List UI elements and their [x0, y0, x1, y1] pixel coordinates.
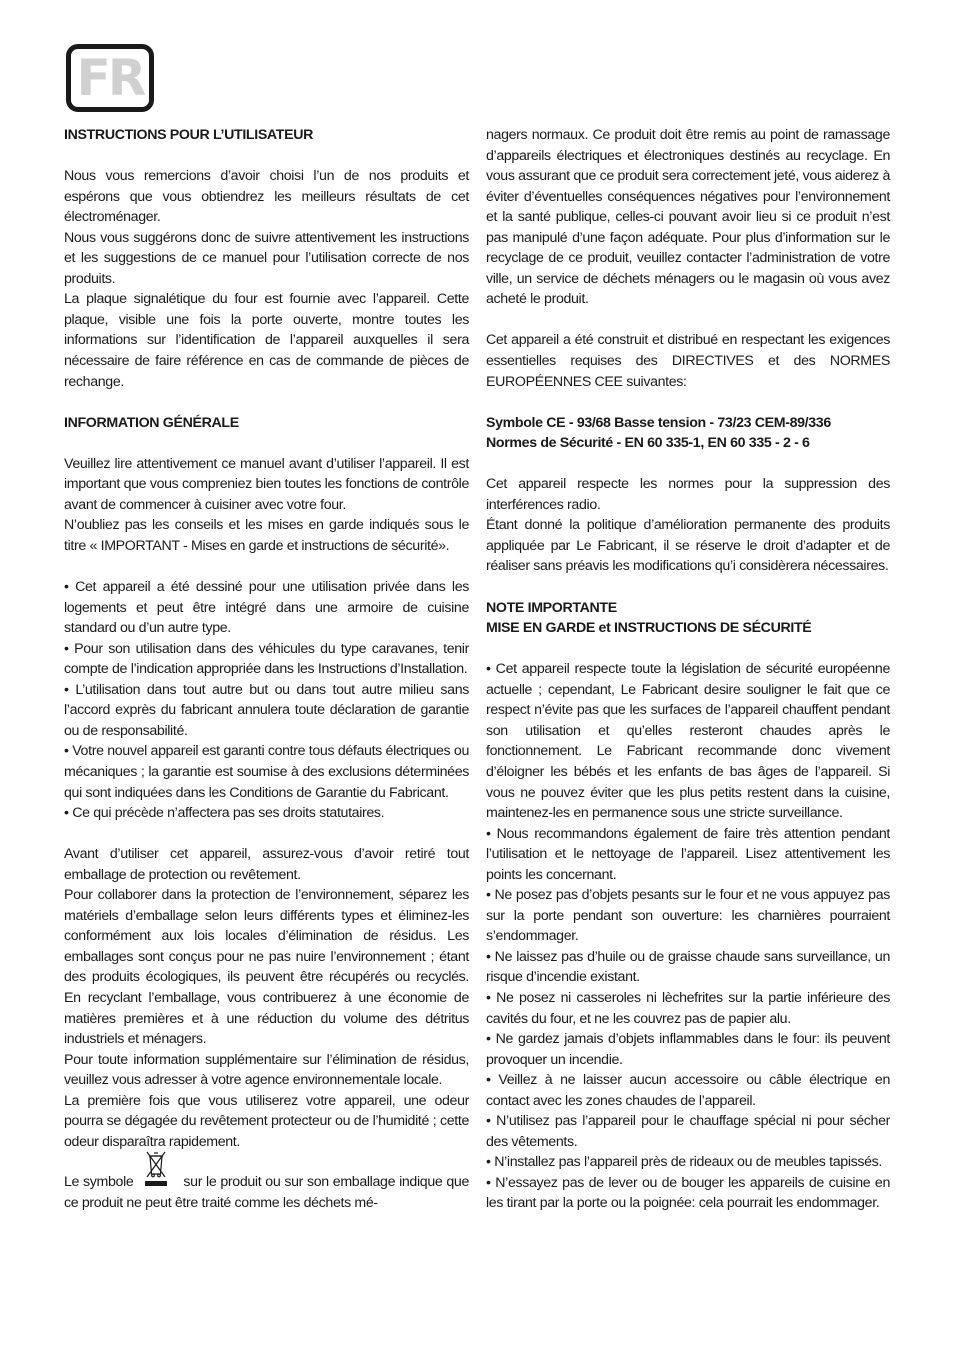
left-column: [64, 125, 469, 1213]
bullet-item: • L’utilisation dans tout autre but ou dans tout autre milieu sans l’accord exprès du fabricant annulera toute déclaration de garantie ou de responsabilité.: [64, 681, 469, 739]
safety-bullet: • Cet appareil respecte toute la législation de sécurité européenne actuelle ; cependant, Le Fabricant desire souligner le fait que ce respect n’évite pas que les surfaces de l’appareil chauffent pendant son utilisation et qu’elles resteront chaudes après le fonctionnement. Le Fabricant recommande donc vivement d’éloigner les bébés et les enfants de bas âges de l’appareil. Si vous ne pouvez éviter que les plus petits restent dans la cuisine, maintenez-les en permanence sous une stricte surveillance.: [486, 661, 890, 822]
radio-paragraph: Cet appareil respecte les normes pour la suppression des interférences radio.: [486, 476, 890, 513]
intro-paragraph: Nous vous remercions d’avoir choisi l’un de nos produits et espérons que vous obtiendrez les meilleurs résultats de cet électroménager.: [64, 168, 469, 226]
symbol-text-after: sur le produit ou sur son emballage indique que ce produit ne peut être traité comme les déchets mé-: [64, 1174, 469, 1211]
crossed-out-wheelie-bin-icon: [141, 1166, 171, 1188]
heading-important-note: NOTE IMPORTANTE: [486, 599, 617, 616]
heading-safety-instructions: MISE EN GARDE et INSTRUCTIONS DE SÉCURITÉ: [486, 620, 812, 637]
language-badge: [66, 44, 154, 112]
safety-bullet: • Ne posez pas d’objets pesants sur le four et ne vous appuyez pas sur la porte pendant son ouverture: les charnières pourraient s’endommager.: [486, 887, 890, 945]
safety-bullet: • Ne posez ni casseroles ni lèchefrites sur la partie inférieure des cavités du four, et ne les couvrez pas de papier alu.: [486, 989, 890, 1027]
right-column: [486, 125, 890, 1214]
safety-bullet: • N’utilisez pas l’appareil pour le chauffage spécial ni pour sécher des vêtements.: [486, 1113, 890, 1150]
ce-symbol-line: Symbole CE - 93/68 Basse tension - 73/23 CEM-89/336: [486, 414, 831, 431]
safety-bullet: • Ne laissez pas d’huile ou de graisse chaude sans surveillance, un risque d’incendie existant.: [486, 948, 890, 986]
intro-paragraph: Nous vous suggérons donc de suivre attentivement les instructions et les suggestions de ce manuel pour l’utilisation correcte de nos produits.: [64, 229, 469, 287]
heading-general-information: INFORMATION GÉNÉRALE: [64, 414, 239, 431]
safety-bullet: • N’installez pas l’appareil près de rideaux ou de meubles tapissés.: [486, 1154, 882, 1171]
bullet-item: • Pour son utilisation dans des véhicules du type caravanes, tenir compte de l’indication appropriée dans les Instructions d’Installation.: [64, 640, 469, 678]
general-paragraph: N’oubliez pas les conseils et les mises en garde indiqués sous le titre « IMPORTANT - Mises en garde et instructions de sécurité».: [64, 517, 469, 554]
bullet-item: • Cet appareil a été dessiné pour une utilisation privée dans les logements et peut être intégré dans une armoire de cuisine standard ou d’un autre type.: [64, 579, 469, 637]
safety-bullet: • Nous recommandons également de faire très attention pendant l’utilisation et le nettoyage de l’appareil. Lisez attentivement les points les concernant.: [486, 825, 890, 883]
packaging-paragraph: Avant d’utiliser cet appareil, assurez-vous d’avoir retiré tout emballage de protection ou revêtement.: [64, 846, 469, 883]
intro-paragraph: La plaque signalétique du four est fournie avec l’appareil. Cette plaque, visible une fois la porte ouverte, montre toutes les informations sur l’identification de l’appareil auxquelles il sera nécessaire de faire référence en cas de commande de pièces de rechange.: [64, 291, 469, 390]
radio-paragraph: Étant donné la politique d’amélioration permanente des produits appliquée par Le Fabricant, il se réserve le droit d’adapter et de réaliser sans préavis les modifications qu’i considèrera nécessaires.: [486, 517, 890, 575]
recycling-paragraph: nagers normaux. Ce produit doit être remis au point de ramassage d’appareils électriques et électroniques destinés au recyclage. En vous assurant que ce produit sera correctement jeté, vous aiderez à éviter d’éventuelles conséquences négatives pour l’environnement et la santé publique, celles-ci pouvant avoir lieu si ce produit n’est pas manipulé d’une façon adéquate. Pour plus d’information sur le recyclage de ce produit, veuillez contacter l’administration de votre ville, un service de déchets ménagers ou le magasin où vous avez acheté le produit.: [486, 127, 890, 308]
general-paragraph: Veuillez lire attentivement ce manuel avant d’utiliser l’appareil. Il est important que vous compreniez bien toutes les fonctions de contrôle avant de commencer à cuisiner avec votre four.: [64, 455, 469, 513]
directives-paragraph: Cet appareil a été construit et distribué en respectant les exigences essentielles requises des DIRECTIVES et des NORMES EUROPÉENNES CEE suivantes:: [486, 332, 890, 390]
symbol-text-before: Le symbole: [64, 1174, 134, 1191]
bullet-item: • Votre nouvel appareil est garanti contre tous défauts électriques ou mécaniques ; la garantie est soumise à des exclusions déterminées qui sont indiquées dans les Conditions de Garantie du Fabricant.: [64, 743, 469, 801]
safety-bullet: • Veillez à ne laisser aucun accessoire ou câble électrique en contact avec les zones chaudes de l’appareil.: [486, 1072, 890, 1109]
packaging-paragraph: La première fois que vous utiliserez votre appareil, une odeur pourra se dégagée du revêtement protecteur ou de l’humidité ; cette odeur disparaîtra rapidement.: [64, 1092, 469, 1150]
heading-user-instructions: INSTRUCTIONS POUR L’UTILISATEUR: [64, 127, 313, 143]
language-badge-label: FR: [76, 49, 144, 107]
packaging-paragraph: Pour collaborer dans la protection de l’environnement, séparez les matériels d’emballage selon leurs différents types et éliminez-les conformément aux lois locales d’élimination de résidus. Les emballages sont conçus pour ne pas nuire l’environnement ; étant des produits écologiques, ils peuvent être récupérés ou recyclés. En recyclant l’emballage, vous contribuerez à une économie de matières premières et à une réduction du volume des détritus industriels et ménagers.: [64, 887, 469, 1048]
packaging-paragraph: Pour toute information supplémentaire sur l’élimination de résidus, veuillez vous adresser à votre agence environnementale locale.: [64, 1051, 469, 1089]
safety-standards-line: Normes de Sécurité - EN 60 335-1, EN 60 335 - 2 - 6: [486, 435, 810, 452]
bullet-item: • Ce qui précède n’affectera pas ses droits statutaires.: [64, 805, 385, 822]
weee-symbol-paragraph: [64, 1166, 469, 1213]
safety-bullet: • N’essayez pas de lever ou de bouger les appareils de cuisine en les tirant par la porte ou la poignée: cela pourrait les endommager.: [486, 1174, 890, 1212]
safety-bullet: • Ne gardez jamais d’objets inflammables dans le four: ils peuvent provoquer un incendie.: [486, 1031, 890, 1068]
